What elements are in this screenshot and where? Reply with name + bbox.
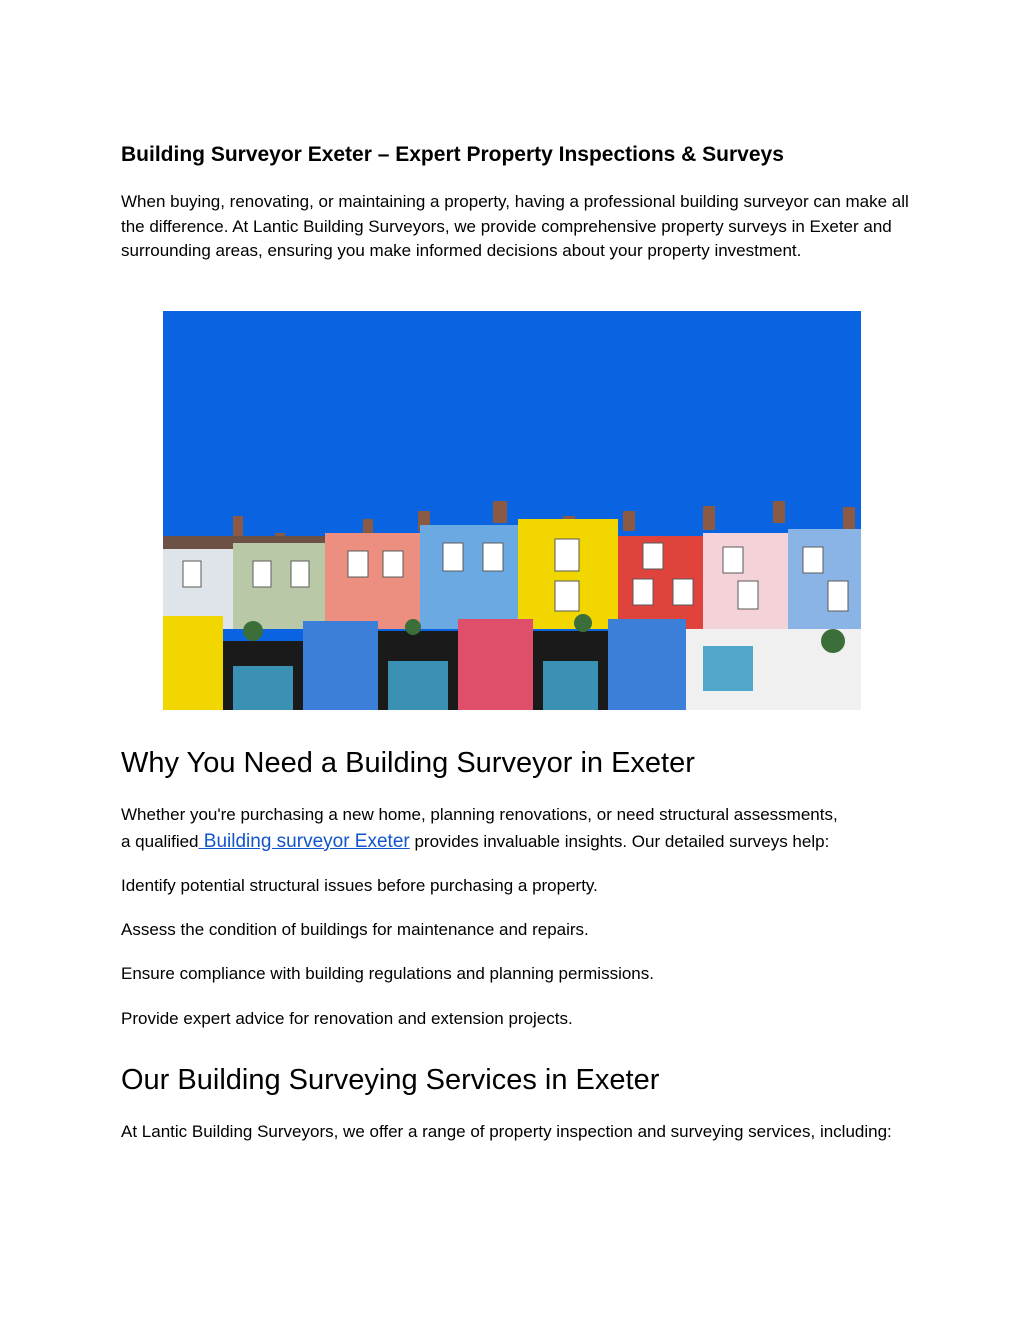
point-item: Provide expert advice for renovation and extension projects. [121,1009,573,1028]
why-heading: Why You Need a Building Surveyor in Exeter [121,747,695,779]
why-paragraph-line1: Whether you're purchasing a new home, planning renovations, or need structural assessments, [121,805,838,824]
why-paragraph [121,803,911,854]
point-item: Identify potential structural issues before purchasing a property. [121,876,598,895]
point-item: Assess the condition of buildings for maintenance and repairs. [121,920,589,939]
colorful-houses-image [163,311,861,710]
intro-paragraph: When buying, renovating, or maintaining a property, having a professional building surveyor can make all the difference. At Lantic Building Surveyors, we provide comprehensive property surveys in Exeter and surrounding areas, ensuring you make informed decisions about your property investment. [121,192,909,260]
building-surveyor-exeter-link[interactable]: Building surveyor Exeter [198,830,410,852]
services-paragraph: At Lantic Building Surveyors, we offer a range of property inspection and surveying services, including: [121,1122,892,1141]
document-title: Building Surveyor Exeter – Expert Property Inspections & Surveys [121,143,784,166]
why-paragraph-line2 [121,830,911,855]
houses-illustration [163,311,861,710]
why-paragraph-after: provides invaluable insights. Our detailed surveys help: [409,831,830,851]
point-item: Ensure compliance with building regulations and planning permissions. [121,964,654,983]
services-heading: Our Building Surveying Services in Exeter [121,1064,660,1096]
why-paragraph-lead: a qualified [121,831,199,851]
